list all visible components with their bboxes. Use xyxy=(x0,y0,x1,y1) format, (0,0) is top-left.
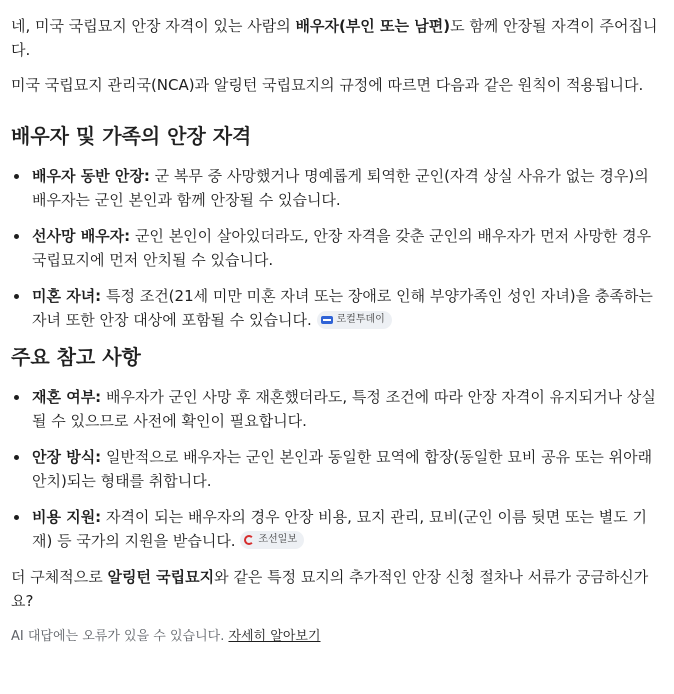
item-label: 선사망 배우자: xyxy=(32,227,131,245)
section-heading-eligibility: 배우자 및 가족의 안장 자격 xyxy=(11,124,252,148)
source-chip-label: 로컬투데이 xyxy=(336,314,385,325)
item-label: 재혼 여부: xyxy=(32,388,102,406)
item-label: 배우자 동반 안장: xyxy=(32,167,150,185)
list-item xyxy=(11,224,660,272)
intro-bold: 배우자(부인 또는 남편) xyxy=(295,17,451,35)
intro-paragraph-1 xyxy=(11,14,660,62)
closing-question xyxy=(11,565,660,613)
disclaimer xyxy=(11,627,660,647)
intro-text: 네, 미국 국립묘지 안장 자격이 있는 사람의 xyxy=(11,17,296,35)
list-item xyxy=(11,445,660,493)
closing-bold: 알링턴 국립묘지 xyxy=(107,568,215,586)
item-text: 군 복무 중 사망했거나 명예롭게 퇴역한 군인(자격 상실 사유가 없는 경우)의 배우자는 군인 본인과 함께 안장될 수 있습니다. xyxy=(32,167,649,209)
item-label: 비용 지원: xyxy=(32,508,102,526)
list-item xyxy=(11,164,660,212)
list-item xyxy=(11,505,660,553)
item-label: 안장 방식: xyxy=(32,448,102,466)
item-text: 배우자가 군인 사망 후 재혼했더라도, 특정 조건에 따라 안장 자격이 유지되거나 상실될 수 있으므로 사전에 확인이 필요합니다. xyxy=(32,388,656,430)
source-chip-chosun[interactable] xyxy=(240,531,304,549)
source-chip-localtoday[interactable] xyxy=(317,311,392,329)
item-text: 자격이 되는 배우자의 경우 안장 비용, 묘지 관리, 묘비(군인 이름 뒷면 또는 별도 기재) 등 국가의 지원을 받습니다. xyxy=(32,508,648,550)
item-text: 일반적으로 배우자는 군인 본인과 동일한 묘역에 합장(동일한 묘비 공유 또는 위아래 안치)되는 형태를 취합니다. xyxy=(32,448,653,490)
closing-text-end: 와 같은 특정 묘지의 추가적인 안장 신청 절차나 서류가 궁금하신가요? xyxy=(11,568,649,610)
section-heading-notes: 주요 참고 사항 xyxy=(11,345,141,369)
intro-paragraph-2: 미국 국립묘지 관리국(NCA)과 알링턴 국립묘지의 규정에 따르면 다음과 같은 원칙이 적용됩니다. xyxy=(11,76,644,94)
disclaimer-text: AI 대답에는 오류가 있을 수 있습니다. xyxy=(11,629,229,644)
source-logo-icon xyxy=(244,535,254,545)
intro-text-end: 도 함께 안장될 자격이 주어집니다. xyxy=(11,17,658,59)
notes-list xyxy=(11,385,660,553)
closing-text: 더 구체적으로 xyxy=(11,568,108,586)
learn-more-link[interactable]: 자세히 알아보기 xyxy=(228,629,321,644)
eligibility-list xyxy=(11,164,660,332)
source-chip-label: 조선일보 xyxy=(258,534,297,545)
list-item xyxy=(11,385,660,433)
item-label: 미혼 자녀: xyxy=(32,287,102,305)
item-text: 특정 조건(21세 미만 미혼 자녀 또는 장애로 인해 부양가족인 성인 자녀)을 충족하는 자녀 또한 안장 대상에 포함될 수 있습니다. xyxy=(32,287,653,329)
list-item xyxy=(11,284,660,332)
source-logo-icon xyxy=(321,316,333,324)
item-text: 군인 본인이 살아있더라도, 안장 자격을 갖춘 군인의 배우자가 먼저 사망한 경우 국립묘지에 먼저 안치될 수 있습니다. xyxy=(32,227,652,269)
